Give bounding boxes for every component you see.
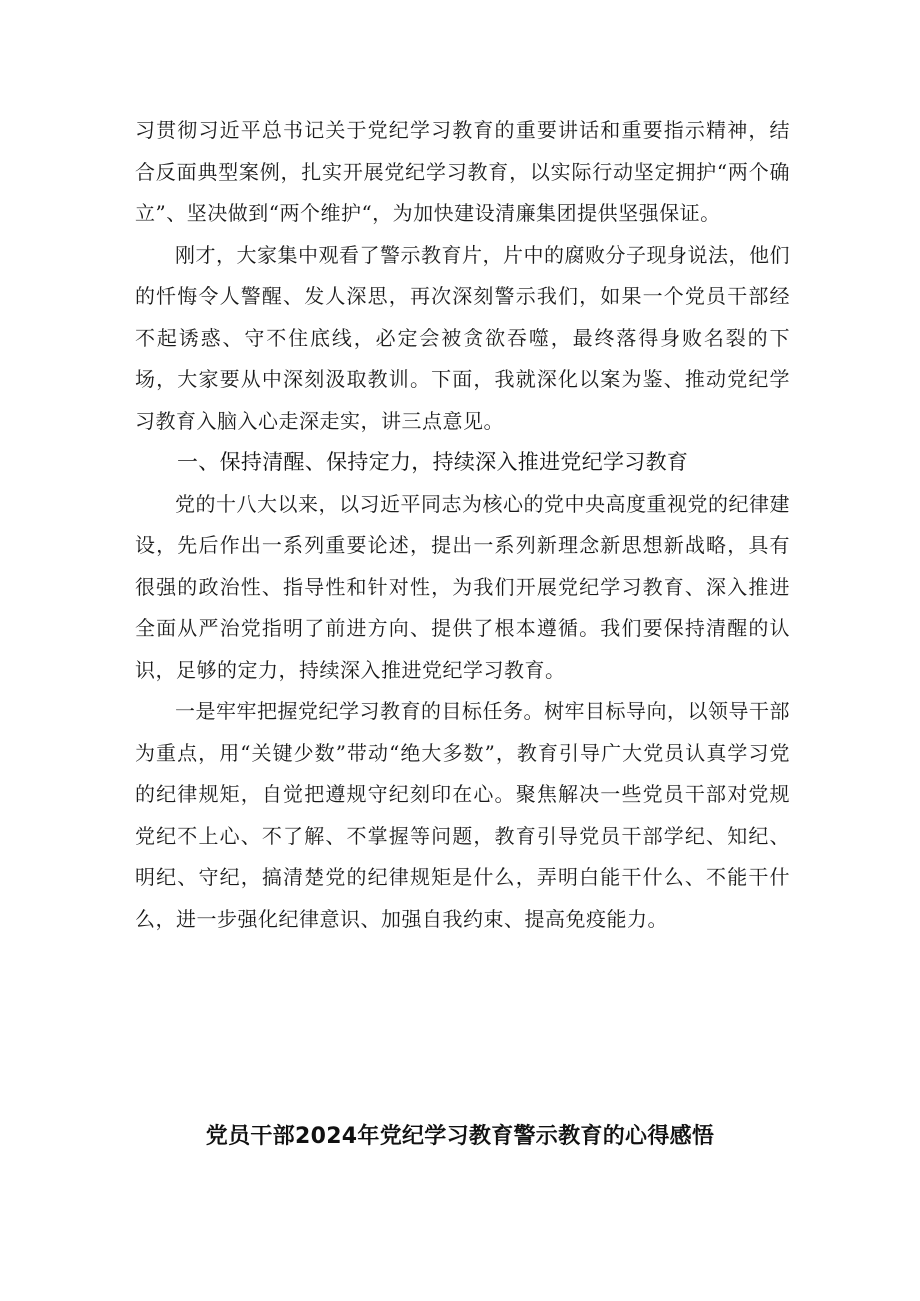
section-heading-1: 一、保持清醒、保持定力，持续深入推进党纪学习教育 [177, 450, 689, 474]
paragraph-party-discipline: 党的十八大以来，以习近平同志为核心的党中央高度重视党的纪律建设，先后作出一系列重要论述，提出一系列新理念新思想新战略，具有很强的政治性、指导性和针对性，为我们开展党纪学习教育、深入推进全面从严治党指明了前进方向、提供了根本遵循。我们要保持清醒的认识，足够的定力，持续深入推进党纪学习教育。 [135, 491, 790, 682]
paragraph-continuation: 习贯彻习近平总书记关于党纪学习教育的重要讲话和重要指示精神，结合反面典型案例，扎实开展党纪学习教育，以实际行动坚定拥护“两个确立”、坚决做到“两个维护“，为加快建设清廉集团提供坚强保证。 [135, 118, 790, 225]
paragraph-warning-film: 刚才，大家集中观看了警示教育片，片中的腐败分子现身说法，他们的忏悔令人警醒、发人深思，再次深刻警示我们，如果一个党员干部经不起诱惑、守不住底线，必定会被贪欲吞噬，最终落得身败名裂的下场，大家要从中深刻汲取教训。下面，我就深化以案为鉴、推动党纪学习教育入脑入心走深走实，讲三点意见。 [135, 242, 790, 433]
paragraph-goal-tasks: 一是牢牢把握党纪学习教育的目标任务。树牢目标导向，以领导干部为重点，用“关键少数”带动“绝大多数”，教育引导广大党员认真学习党的纪律规矩，自觉把遵规守纪刻印在心。聚焦解决一些党员干部对党规党纪不上心、不了解、不掌握等问题，教育引导党员干部学纪、知纪、明纪、守纪，搞清楚党的纪律规矩是什么，弄明白能干什么、不能干什么，进一步强化纪律意识、加强自我约束、提高免疫能力。 [135, 699, 790, 931]
document-body [135, 110, 790, 940]
next-document-title: 党员干部2024年党纪学习教育警示教育的心得感悟 [205, 1124, 715, 1149]
